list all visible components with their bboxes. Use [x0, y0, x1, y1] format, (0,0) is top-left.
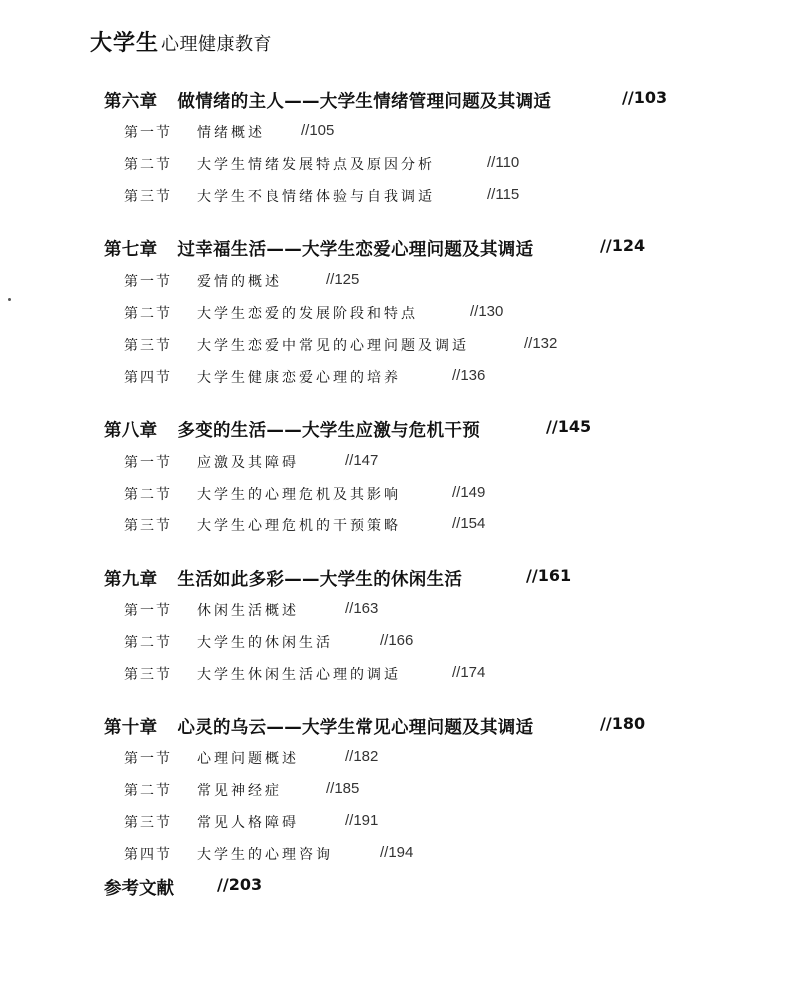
- section-entry: [0, 780, 800, 806]
- section-entry: [0, 367, 800, 393]
- section-title: 大学生恋爱的发展阶段和特点: [197, 306, 418, 322]
- section-title: 常见神经症: [197, 783, 282, 799]
- section-title: 应激及其障碍: [197, 455, 299, 471]
- chapter-entry: [0, 236, 800, 266]
- section-page: //147: [345, 452, 379, 469]
- section-number: 第一节: [124, 751, 172, 767]
- references-page: //203: [217, 875, 263, 894]
- chapter-number: 第九章: [104, 570, 158, 590]
- section-number: 第一节: [124, 274, 172, 290]
- section-title: 大学生恋爱中常见的心理问题及调适: [197, 338, 469, 354]
- section-entry: [0, 452, 800, 478]
- chapter-page: //180: [600, 714, 646, 733]
- chapter-title: [104, 236, 533, 261]
- section-entry: [0, 632, 800, 658]
- chapter-entry: [0, 566, 800, 596]
- section-number: 第二节: [124, 635, 172, 651]
- section-number: 第一节: [124, 455, 172, 471]
- section-page: //132: [524, 335, 558, 352]
- section-number: 第三节: [124, 667, 172, 683]
- section-entry: [0, 812, 800, 838]
- section-number: 第四节: [124, 847, 172, 863]
- section-entry: [0, 122, 800, 148]
- chapter-page: //103: [622, 88, 668, 107]
- section-title: 大学生心理危机的干预策略: [197, 518, 401, 534]
- chapter-name: 做情绪的主人——大学生情绪管理问题及其调适: [177, 92, 552, 112]
- section-number: 第二节: [124, 157, 172, 173]
- section-entry: [0, 154, 800, 180]
- running-header-bold: 大学生: [90, 30, 160, 56]
- section-page: //105: [301, 122, 335, 139]
- section-entry: [0, 748, 800, 774]
- section-title: 心理问题概述: [197, 751, 299, 767]
- section-number: 第三节: [124, 815, 172, 831]
- section-title: 休闲生活概述: [197, 603, 299, 619]
- section-entry: [0, 484, 800, 510]
- section-number: 第四节: [124, 370, 172, 386]
- section-title: 常见人格障碍: [197, 815, 299, 831]
- section-entry: [0, 515, 800, 541]
- section-title: 大学生健康恋爱心理的培养: [197, 370, 401, 386]
- section-number: 第二节: [124, 783, 172, 799]
- section-page: //163: [345, 600, 379, 617]
- section-page: //191: [345, 812, 379, 829]
- section-title: 大学生的休闲生活: [197, 635, 333, 651]
- section-entry: [0, 844, 800, 870]
- section-page: //130: [470, 303, 504, 320]
- section-number: 第二节: [124, 487, 172, 503]
- chapter-page: //124: [600, 236, 646, 255]
- scan-speck: [8, 298, 11, 301]
- chapter-entry: [0, 88, 800, 118]
- section-number: 第一节: [124, 603, 172, 619]
- section-page: //149: [452, 484, 486, 501]
- chapter-entry: [0, 417, 800, 447]
- chapter-number: 第六章: [104, 92, 158, 112]
- chapter-name: 心灵的乌云——大学生常见心理问题及其调适: [177, 718, 534, 738]
- section-number: 第二节: [124, 306, 172, 322]
- section-page: //166: [380, 632, 414, 649]
- chapter-page: //145: [546, 417, 592, 436]
- section-page: //174: [452, 664, 486, 681]
- section-number: 第三节: [124, 518, 172, 534]
- section-entry: [0, 303, 800, 329]
- chapter-number: 第七章: [104, 240, 158, 260]
- section-page: //182: [345, 748, 379, 765]
- section-page: //125: [326, 271, 360, 288]
- section-number: 第三节: [124, 189, 172, 205]
- section-page: //136: [452, 367, 486, 384]
- section-entry: [0, 600, 800, 626]
- chapter-title: [104, 88, 551, 113]
- section-page: //110: [487, 154, 520, 171]
- section-entry: [0, 271, 800, 297]
- running-header: [90, 26, 272, 57]
- chapter-page: //161: [526, 566, 572, 585]
- section-page: //115: [487, 186, 520, 203]
- chapter-title: [104, 417, 480, 442]
- section-title: 爱情的概述: [197, 274, 282, 290]
- section-title: 大学生的心理危机及其影响: [197, 487, 401, 503]
- section-page: //194: [380, 844, 414, 861]
- running-header-rest: 心理健康教育: [161, 34, 273, 55]
- section-number: 第一节: [124, 125, 172, 141]
- section-title: 大学生情绪发展特点及原因分析: [197, 157, 435, 173]
- chapter-number: 第八章: [104, 421, 158, 441]
- section-title: 大学生休闲生活心理的调适: [197, 667, 401, 683]
- section-entry: [0, 186, 800, 212]
- section-title: 大学生的心理咨询: [197, 847, 333, 863]
- chapter-title: [104, 714, 533, 739]
- chapter-title: [104, 566, 462, 591]
- chapter-name: 过幸福生活——大学生恋爱心理问题及其调适: [177, 240, 534, 260]
- section-entry: [0, 664, 800, 690]
- chapter-name: 生活如此多彩——大学生的休闲生活: [177, 570, 463, 590]
- section-title: 情绪概述: [197, 125, 265, 141]
- section-page: //154: [452, 515, 486, 532]
- section-number: 第三节: [124, 338, 172, 354]
- section-entry: [0, 335, 800, 361]
- section-title: 大学生不良情绪体验与自我调适: [197, 189, 435, 205]
- chapter-entry: [0, 714, 800, 744]
- chapter-number: 第十章: [104, 718, 158, 738]
- references-title: 参考文献: [104, 879, 174, 899]
- section-page: //185: [326, 780, 360, 797]
- chapter-name: 多变的生活——大学生应激与危机干预: [177, 421, 481, 441]
